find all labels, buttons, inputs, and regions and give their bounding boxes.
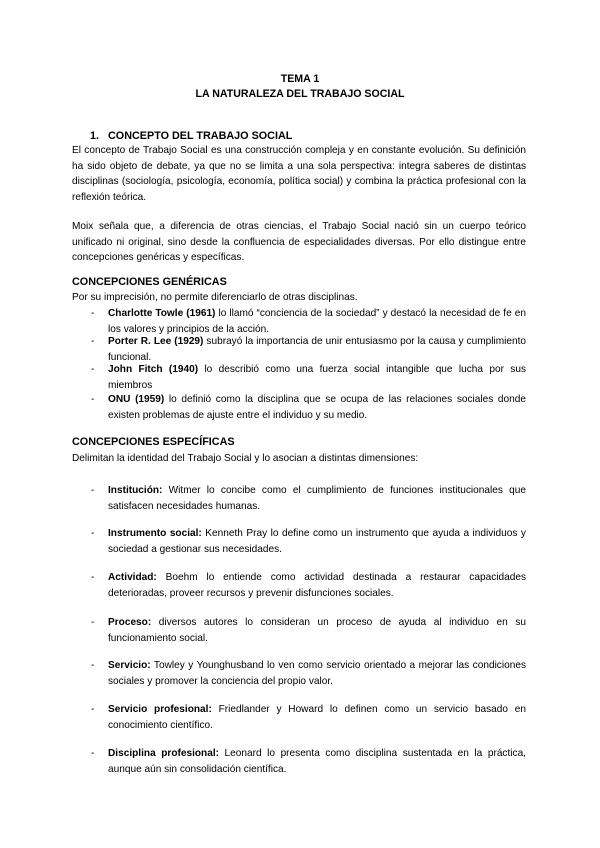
generic-item	[91, 362, 526, 394]
bullet-dash: -	[91, 572, 95, 583]
item-text: Friedlander y Howard lo definen como un servicio basado en conocimiento científico.	[108, 704, 526, 731]
item-label: Institución:	[108, 485, 163, 496]
generic-item	[91, 392, 526, 424]
section-heading-text: CONCEPTO DEL TRABAJO SOCIAL	[108, 130, 293, 142]
generic-intro: Por su imprecisión, no permite diferenciarlo de otras disciplinas.	[72, 292, 358, 303]
bullet-dash: -	[91, 364, 95, 375]
item-label: Servicio profesional:	[108, 704, 212, 715]
paragraph-concept: El concepto de Trabajo Social es una construcción compleja y en constante evolución. Su definición ha sido objeto de debate, ya que no se limita a una sola perspectiva: integra saberes de distintas disciplinas (sociología, psicología, economía, política social) y combina la práctica profesional con la reflexión teórica.	[72, 145, 526, 203]
bullet-dash: -	[91, 617, 95, 628]
item-author: John Fitch (1940)	[108, 364, 199, 375]
document-title-line1: TEMA 1	[280, 73, 320, 85]
item-text: lo llamó “conciencia de la sociedad” y destacó la necesidad de fe en los valores y principios de la acción.	[108, 308, 526, 335]
item-text: Kenneth Pray lo define como un instrumento que ayuda a individuos y sociedad a gestionar sus necesidades.	[108, 528, 526, 555]
generic-heading: CONCEPCIONES GENÉRICAS	[72, 276, 227, 288]
item-author: Charlotte Towle (1961)	[108, 308, 216, 319]
item-text: Boehm lo entiende como actividad destinada a restaurar capacidades deterioradas, proveer recursos y prevenir disfunciones sociales.	[108, 572, 526, 599]
item-author: Porter R. Lee (1929)	[108, 336, 204, 347]
item-text: lo describió como una fuerza social intangible que lucha por sus miembros	[108, 364, 526, 391]
item-text: Witmer lo concibe como el cumplimiento de funciones institucionales que satisfacen necesidades humanas.	[108, 485, 526, 512]
specific-item	[91, 746, 526, 778]
bullet-dash: -	[91, 485, 95, 496]
specific-item	[91, 483, 526, 515]
bullet-dash: -	[91, 308, 95, 319]
item-label: Servicio:	[108, 660, 151, 671]
item-text: lo definió como la disciplina que se ocupa de las relaciones sociales donde existen problemas de ajuste entre el individuo y su medio.	[108, 394, 526, 421]
specific-item	[91, 570, 526, 602]
specific-item	[91, 658, 526, 690]
bullet-dash: -	[91, 704, 95, 715]
item-label: Actividad:	[108, 572, 157, 583]
item-text: Towley y Younghusband lo ven como servicio orientado a mejorar las condiciones sociales y promover la conciencia del propio valor.	[108, 660, 526, 687]
item-text: Leonard lo presenta como disciplina sustentada en la práctica, aunque aún sin consolidación científica.	[108, 748, 526, 775]
item-label: Instrumento social:	[108, 528, 202, 539]
paragraph-moix: Moix señala que, a diferencia de otras ciencias, el Trabajo Social nació sin un cuerpo teórico unificado ni original, sino desde la confluencia de especialidades diversas. Por ello distingue entre concepciones genéricas y específicas.	[72, 221, 526, 264]
bullet-dash: -	[91, 394, 95, 405]
specific-intro: Delimitan la identidad del Trabajo Social y lo asocian a distintas dimensiones:	[72, 453, 419, 464]
bullet-dash: -	[91, 528, 95, 539]
specific-heading: CONCEPCIONES ESPECÍFICAS	[72, 436, 235, 448]
item-text: subrayó la importancia de unir entusiasmo por la causa y cumplimiento funcional.	[108, 336, 526, 363]
document-title-line2: LA NATURALEZA DEL TRABAJO SOCIAL	[195, 88, 405, 100]
specific-item	[91, 615, 526, 647]
item-text: diversos autores lo consideran un proceso de ayuda al individuo en su funcionamiento social.	[108, 617, 526, 644]
section-heading	[90, 130, 292, 142]
item-label: Disciplina profesional:	[108, 748, 219, 759]
bullet-dash: -	[91, 336, 95, 347]
bullet-dash: -	[91, 660, 95, 671]
specific-item	[91, 702, 526, 734]
specific-item	[91, 526, 526, 558]
item-author: ONU (1959)	[108, 394, 165, 405]
section-number: 1.	[90, 130, 100, 142]
item-label: Proceso:	[108, 617, 152, 628]
bullet-dash: -	[91, 748, 95, 759]
